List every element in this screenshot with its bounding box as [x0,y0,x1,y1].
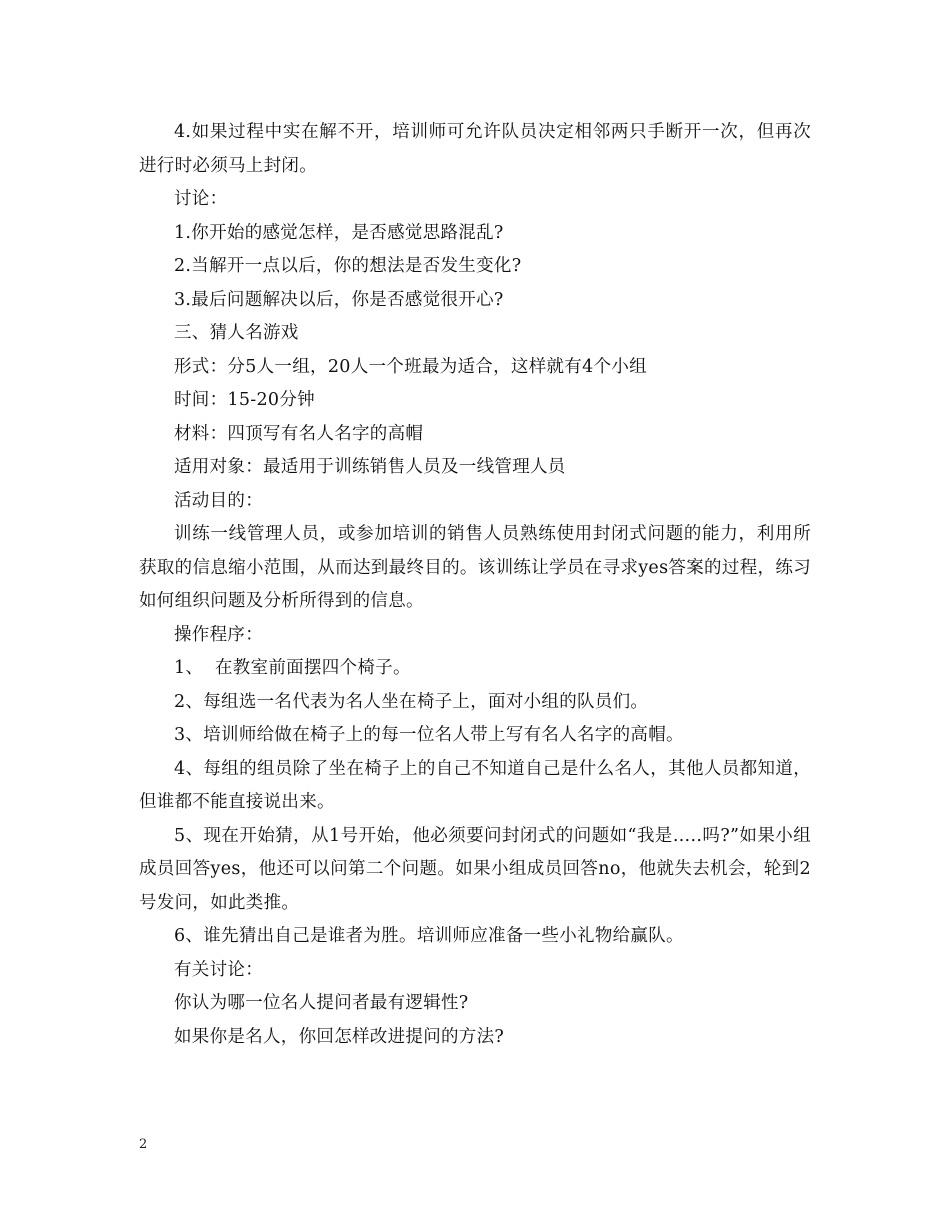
procedure-step-1: 1、 在教室前面摆四个椅子。 [174,658,411,678]
game-format: 形式：分5人一组，20人一个班最为适合，这样就有4个小组 [174,356,647,377]
page-body [139,116,811,1054]
procedure-step-5: 5、现在开始猜，从1号开始，他必须要问封闭式的问题如“我是…..吗?”如果小组成员回答yes，他还可以问第二个问题。如果小组成员回答no，他就失去机会，轮到2号发问，如此类推。 [139,825,811,913]
game-materials: 材料：四顶写有名人名字的高帽 [174,423,424,444]
procedure-step-4: 4、每组的组员除了坐在椅子上的自己不知道自己是什么名人，其他人员都知道，但谁都不能直接说出来。 [139,758,811,812]
paragraph-step-4: 4.如果过程中实在解不开，培训师可允许队员决定相邻两只手断开一次，但再次进行时必须马上封闭。 [139,122,811,176]
related-discussion-question-2: 如果你是名人，你回怎样改进提问的方法? [174,1026,505,1047]
activity-purpose-text: 训练一线管理人员，或参加培训的销售人员熟练使用封闭式问题的能力，利用所获取的信息缩小范围，从而达到最终目的。该训练让学员在寻求yes答案的过程，练习如何组织问题及分析所得到的信息。 [139,524,811,611]
heading-procedure: 操作程序： [174,624,263,645]
game-time: 时间：15-20分钟 [174,390,315,410]
procedure-step-6: 6、谁先猜出自己是谁者为胜。培训师应准备一些小礼物给赢队。 [174,926,684,946]
heading-discussion: 讨论： [174,189,228,209]
discussion-question-3: 3.最后问题解决以后，你是否感觉很开心? [174,289,504,310]
game-audience: 适用对象：最适用于训练销售人员及一线管理人员 [174,457,566,477]
procedure-step-2: 2、每组选一名代表为名人坐在椅子上，面对小组的队员们。 [174,691,649,712]
related-discussion-question-1: 你认为哪一位名人提问者最有逻辑性? [174,993,469,1013]
section-title-guess-name-game: 三、猜人名游戏 [174,323,299,343]
heading-related-discussion: 有关讨论： [174,959,263,980]
discussion-question-1: 1.你开始的感觉怎样，是否感觉思路混乱? [174,222,504,243]
heading-activity-purpose: 活动目的： [174,490,263,511]
page-number: 2 [139,1137,148,1152]
discussion-question-2: 2.当解开一点以后，你的想法是否发生变化? [174,256,522,276]
procedure-step-3: 3、培训师给做在椅子上的每一位名人带上写有名人名字的高帽。 [174,725,684,745]
